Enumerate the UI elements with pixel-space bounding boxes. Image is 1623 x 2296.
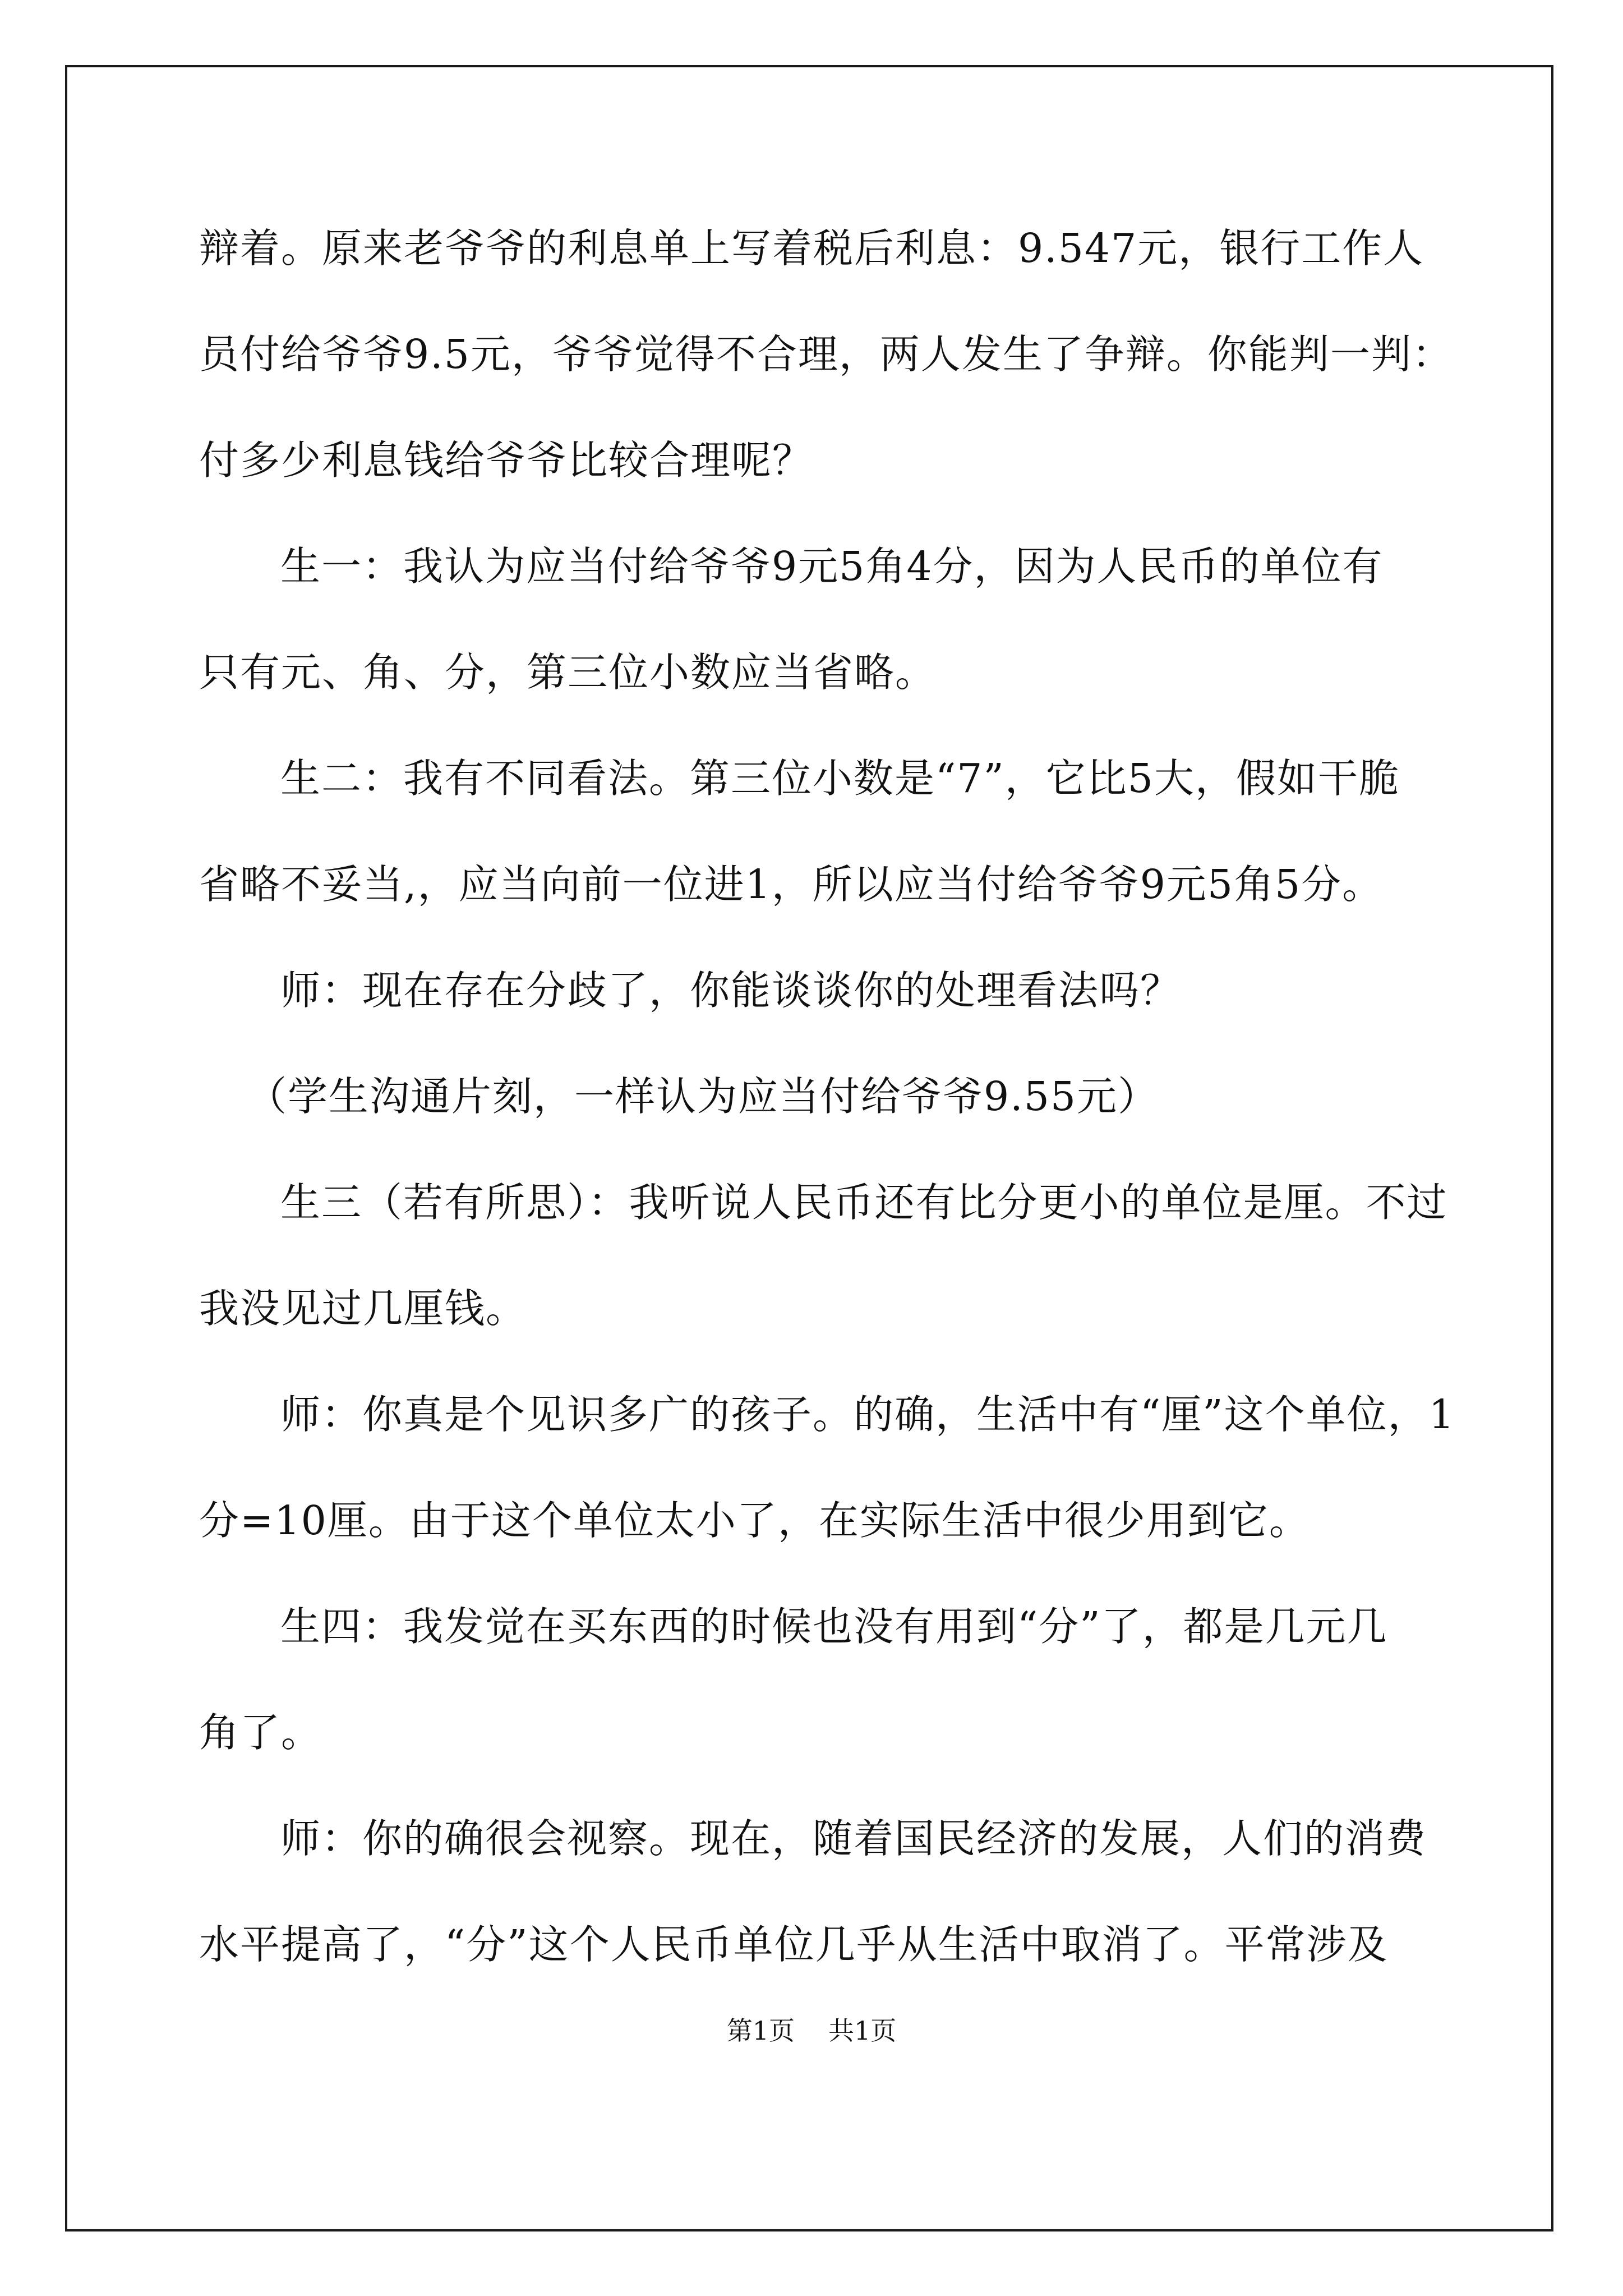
- text-line: 生二：我有不同看法。第三位小数是“7”，它比5大，假如干脆: [280, 755, 1400, 802]
- text-line: 生三（若有所思）：我听说人民币还有比分更小的单位是厘。不过: [280, 1179, 1448, 1226]
- text-line: 水平提高了，“分”这个人民币单位几乎从生活中取消了。平常涉及: [199, 1921, 1389, 1968]
- text-line: 员付给爷爷9.5元，爷爷觉得不合理，两人发生了争辩。你能判一判：: [199, 331, 1453, 378]
- text-line: 生一：我认为应当付给爷爷9元5角4分，因为人民币的单位有: [280, 543, 1384, 590]
- text-line: 师：现在存在分歧了，你能谈谈你的处理看法吗？: [280, 967, 1182, 1014]
- text-line: 我没见过几厘钱。: [199, 1285, 527, 1332]
- page-footer: [0, 2014, 1623, 2047]
- text-line: 付多少利息钱给爷爷比较合理呢？: [199, 437, 814, 484]
- text-line: 师：你的确很会视察。现在，随着国民经济的发展，人们的消费: [280, 1815, 1427, 1862]
- text-line: 师：你真是个见识多广的孩子。的确，生活中有“厘”这个单位，1: [280, 1391, 1455, 1438]
- text-line: 分=10厘。由于这个单位太小了，在实际生活中很少用到它。: [199, 1497, 1310, 1544]
- text-line: 省略不妥当,，应当向前一位进1，所以应当付给爷爷9元5角5分。: [199, 861, 1384, 908]
- text-line: （学生沟通片刻，一样认为应当付给爷爷9.55元）: [247, 1073, 1159, 1120]
- page-total: 共1页: [828, 2016, 897, 2046]
- page-border: [65, 65, 1553, 2231]
- text-line: 角了。: [199, 1709, 322, 1756]
- page-number: 第1页: [726, 2016, 795, 2046]
- text-line: 只有元、角、分，第三位小数应当省略。: [199, 649, 937, 696]
- text-line: 辩着。原来老爷爷的利息单上写着税后利息：9.547元，银行工作人: [199, 225, 1424, 272]
- text-line: 生四：我发觉在买东西的时候也没有用到“分”了，都是几元几: [280, 1603, 1388, 1650]
